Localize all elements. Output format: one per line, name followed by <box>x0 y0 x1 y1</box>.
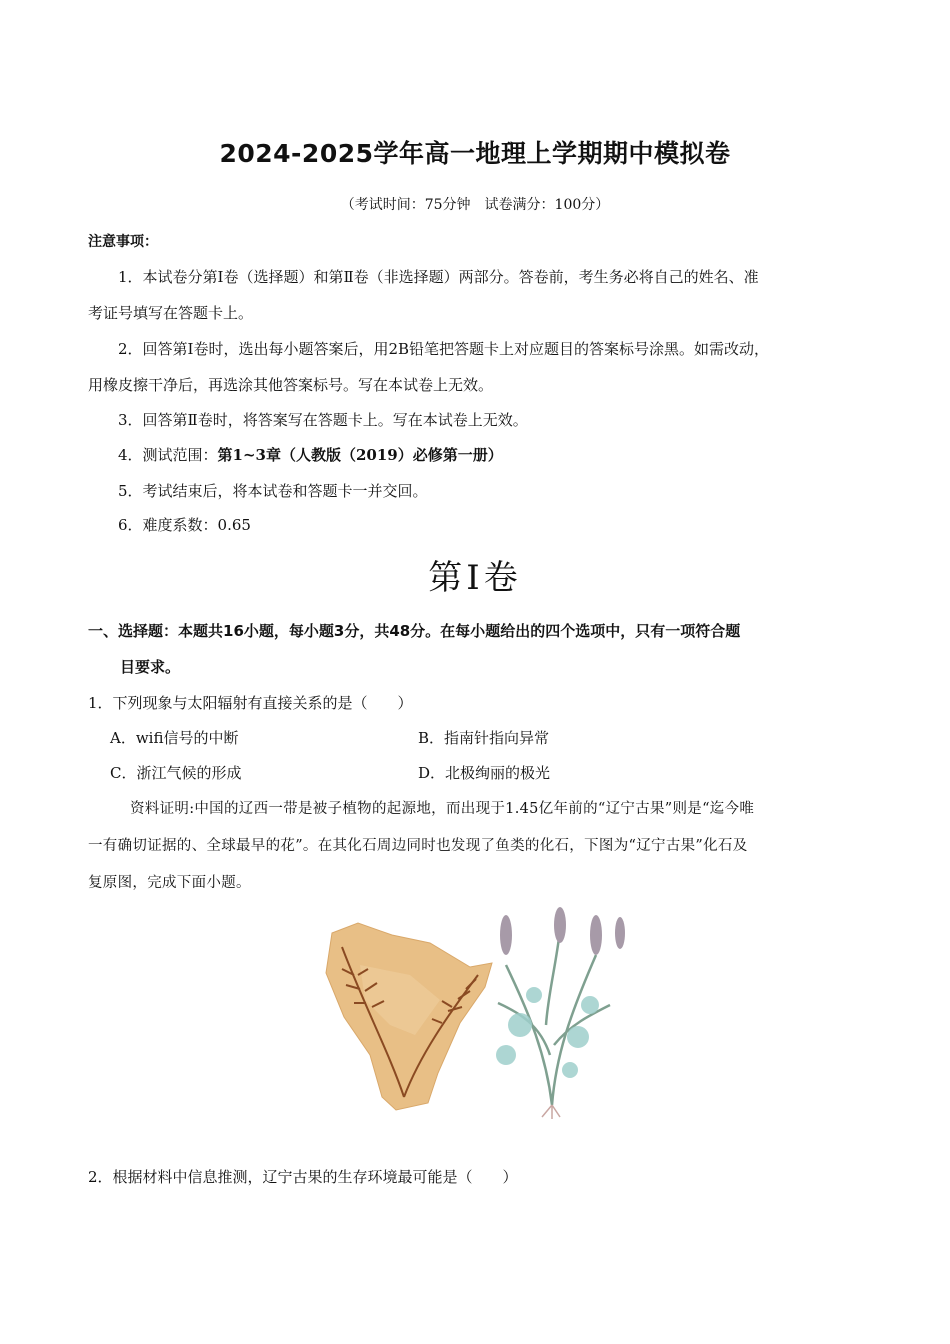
reconstructed-plant <box>496 907 625 1119</box>
q1-option-c: C．浙江气候的形成 <box>110 764 242 782</box>
note-5: 5．考试结束后，将本试卷和答题卡一并交回。 <box>118 482 428 500</box>
exam-subtitle: （考试时间：75分钟 试卷满分：100分） <box>340 197 610 213</box>
note-1-line-2: 考证号填写在答题卡上。 <box>88 304 254 322</box>
section-title: 第Ⅰ卷 <box>428 558 522 598</box>
note-2-line-2: 用橡皮擦干净后，再选涂其他答案标号。写在本试卷上无效。 <box>88 376 494 394</box>
note-3: 3．回答第Ⅱ卷时，将答案写在答题卡上。写在本试卷上无效。 <box>118 411 528 429</box>
notes-heading: 注意事项： <box>88 234 158 250</box>
q2-stem: 2．根据材料中信息推测，辽宁古果的生存环境最可能是（ ） <box>88 1168 518 1186</box>
note-4-scope: 第1~3章（人教版（2019）必修第一册） <box>217 446 503 464</box>
note-4 <box>118 444 503 465</box>
q1-option-d: D．北极绚丽的极光 <box>418 764 551 782</box>
exam-title: 2024-2025学年高一地理上学期期中模拟卷 <box>219 139 731 168</box>
q1-option-b: B．指南针指向异常 <box>418 729 550 747</box>
note-4-prefix: 4．测试范围： <box>118 446 218 464</box>
part1-heading-line-2: 目要求。 <box>120 658 181 676</box>
liaoning-fossil-figure <box>320 905 640 1120</box>
part1-heading-line-1: 一、选择题：本题共16小题，每小题3分，共48分。在每小题给出的四个选项中，只有一项符合题 <box>88 622 741 640</box>
material-line-1: 资料证明:中国的辽西一带是被子植物的起源地，而出现于1.45亿年前的“辽宁古果”则是“迄今唯 <box>130 801 755 817</box>
q1-option-a: A．wifi信号的中断 <box>110 729 239 747</box>
material-line-2: 一有确切证据的、全球最早的花”。在其化石周边同时也发现了鱼类的化石，下图为“辽宁古果”化石及 <box>88 838 748 854</box>
note-2-line-1: 2．回答第Ⅰ卷时，选出每小题答案后，用2B铅笔把答题卡上对应题目的答案标号涂黑。如需改动， <box>118 340 770 358</box>
material-line-3: 复原图，完成下面小题。 <box>88 875 251 891</box>
note-1-line-1: 1．本试卷分第Ⅰ卷（选择题）和第Ⅱ卷（非选择题）两部分。答卷前，考生务必将自己的姓名、准 <box>118 268 759 286</box>
note-6: 6．难度系数：0.65 <box>118 516 251 534</box>
q1-stem: 1．下列现象与太阳辐射有直接关系的是（ ） <box>88 694 413 712</box>
